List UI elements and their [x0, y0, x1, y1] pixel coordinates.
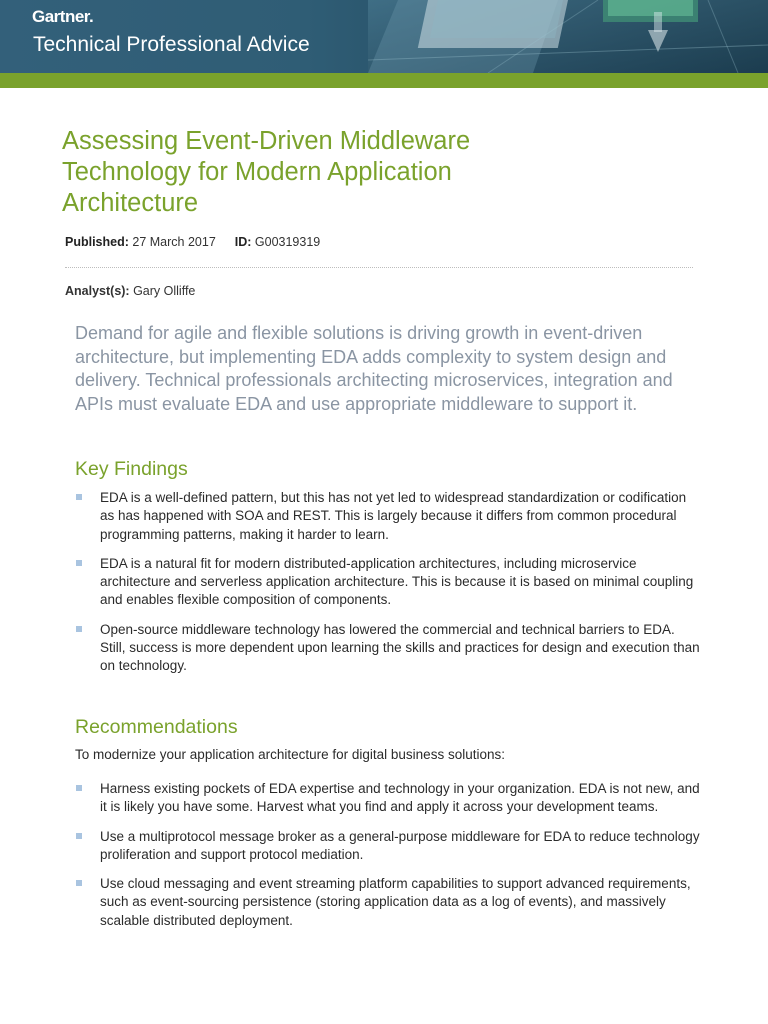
published-label: Published: [65, 235, 129, 249]
recommendations-heading: Recommendations [75, 716, 238, 738]
key-finding-text: EDA is a well-defined pattern, but this has not yet led to widespread standardization or codification as has happened with SOA and REST. This is largely because it differs from common procedural programming patterns, making it harder to learn. [100, 490, 687, 542]
list-item [75, 875, 700, 930]
list-item [75, 828, 700, 865]
summary-paragraph: Demand for agile and flexible solutions is driving growth in event-driven architecture, but implementing EDA adds complexity to system design and delivery. Technical professionals architecting microservices, integration and APIs must evaluate EDA and use appropriate middleware to support it. [75, 323, 673, 414]
list-item [75, 489, 700, 544]
document-id: G00319319 [254, 235, 321, 249]
bullet-square-icon [76, 626, 82, 632]
recommendation-text: Use cloud messaging and event streaming platform capabilities to support advanced requirements, such as event-sourcing persistence (storing application data as a log of events), and massively scalable distributed deployment. [100, 876, 691, 928]
recommendation-text: Use a multiprotocol message broker as a general-purpose middleware for EDA to reduce technology proliferation and support protocol mediation. [100, 828, 700, 862]
list-item [75, 555, 700, 610]
recommendations-intro: To modernize your application architecture for digital business solutions: [75, 747, 505, 762]
key-findings-heading: Key Findings [75, 458, 188, 480]
key-findings-list [75, 489, 700, 687]
key-finding-text: Open-source middleware technology has lowered the commercial and technical barriers to EDA. Still, success is more dependent upon learning the skills and practices for design and execution than on technology. [100, 621, 700, 674]
key-finding-text: EDA is a natural fit for modern distributed-application architectures, including microservice architecture and serverless application architecture. This is because it is based on minimal coupling and enables flexible composition of components. [100, 555, 694, 608]
bullet-square-icon [76, 494, 82, 500]
bullet-square-icon [76, 560, 82, 566]
list-item [75, 621, 700, 676]
document-title: Assessing Event-Driven Middleware Technology for Modern Application Architecture [62, 127, 471, 217]
header-accent-band [0, 73, 768, 88]
recommendation-text: Harness existing pockets of EDA expertise and technology in your organization. EDA is not new, and it is likely you have some. Harvest what you find and apply it across your development teams. [100, 781, 700, 815]
analyst-line [65, 284, 195, 298]
recommendations-list [75, 780, 700, 941]
bullet-square-icon [76, 785, 82, 791]
bullet-square-icon [76, 880, 82, 886]
meta-divider [65, 267, 693, 268]
id-label: ID: [234, 235, 252, 249]
bullet-square-icon [76, 833, 82, 839]
header-decorative-graphic [368, 0, 768, 73]
gartner-logo: Gartner. [32, 7, 94, 26]
header-subtitle: Technical Professional Advice [33, 33, 310, 56]
report-header-banner [0, 0, 768, 73]
publication-meta [65, 235, 320, 249]
list-item [75, 780, 700, 817]
analyst-label: Analyst(s): [65, 284, 130, 298]
published-date: 27 March 2017 [132, 235, 216, 249]
analyst-name: Gary Olliffe [133, 284, 196, 298]
